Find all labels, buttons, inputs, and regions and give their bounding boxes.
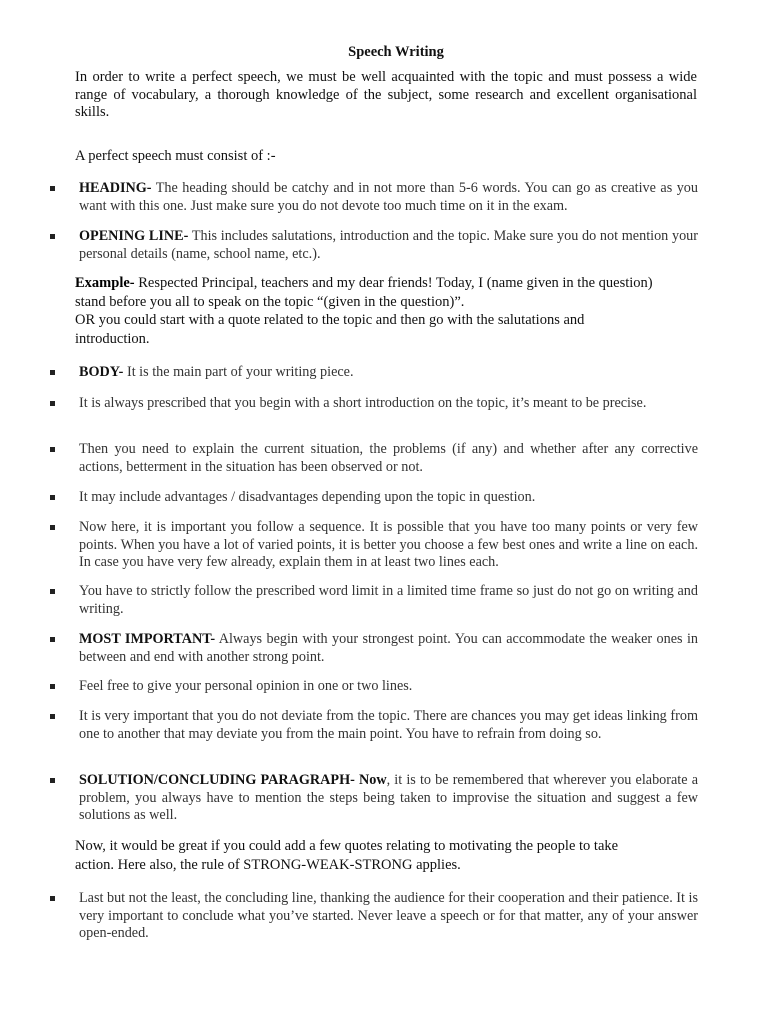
item-text: This includes salutations, introduction and the topic. Make sure you do not mention your personal details (name, school name, etc.). <box>79 228 698 262</box>
example-line-4: introduction. <box>75 330 150 347</box>
example-line-3: OR you could start with a quote related to the topic and then go with the salutations and <box>75 312 585 328</box>
bullet-marker <box>50 447 55 452</box>
example-block <box>75 274 715 348</box>
example-line-2: stand before you all to speak on the topic “(given in the question)”. <box>75 293 465 310</box>
consist-line: A perfect speech must consist of :- <box>75 148 276 164</box>
item-text: Feel free to give your personal opinion in one or two lines. <box>79 678 413 694</box>
bullet-marker <box>50 589 55 594</box>
item-text: It may include advantages / disadvantages depending upon the topic in question. <box>79 489 536 505</box>
bullet-marker <box>50 495 55 500</box>
bullet-marker <box>50 637 55 642</box>
bullet-marker <box>50 234 55 239</box>
bullet-marker <box>50 525 55 530</box>
page-title: Speech Writing <box>348 44 444 60</box>
item-label: SOLUTION/CONCLUDING PARAGRAPH- Now <box>79 772 387 788</box>
item-text: You have to strictly follow the prescribed word limit in a limited time frame so just do not go on writing and writing. <box>79 583 698 617</box>
item-text: Then you need to explain the current situation, the problems (if any) and whether after any corrective actions, betterment in the situation has been observed or not. <box>79 441 698 475</box>
item-text: Now here, it is important you follow a sequence. It is possible that you have too many points or very few points. When you have a lot of varied points, it is better you choose a few best ones and write a line on each. In case you have very few already, explain them in at least two lines each. <box>79 519 698 571</box>
item-label: OPENING LINE- <box>79 228 189 244</box>
bullet-marker <box>50 684 55 689</box>
bullet-marker <box>50 778 55 783</box>
bullet-marker <box>50 370 55 375</box>
item-text: Always begin with your strongest point. You can accommodate the weaker ones in between and end with another strong point. <box>79 631 698 665</box>
quotes-note-line-2: action. Here also, the rule of STRONG-WEAK-STRONG applies. <box>75 856 461 873</box>
example-label: Example- <box>75 275 135 291</box>
example-line-1: Respected Principal, teachers and my dear friends! Today, I (name given in the question) <box>134 275 653 291</box>
bullet-marker <box>50 896 55 901</box>
item-text: Last but not the least, the concluding line, thanking the audience for their cooperation and their patience. It is very important to conclude what you’ve started. Never leave a speech or for that matter, any of your answer open-ended. <box>79 890 698 942</box>
quotes-note <box>75 837 715 874</box>
item-label: BODY- <box>79 364 124 380</box>
item-text: It is the main part of your writing piece. <box>123 364 354 380</box>
quotes-note-line-1: Now, it would be great if you could add a few quotes relating to motivating the people to take <box>75 838 619 854</box>
item-text: It is very important that you do not deviate from the topic. There are chances you may get ideas linking from one to another that may deviate you from the main point. You have to refrain from doing so. <box>79 708 698 742</box>
item-label: MOST IMPORTANT- <box>79 631 216 647</box>
intro-paragraph: In order to write a perfect speech, we must be well acquainted with the topic and must possess a wide range of vocabulary, a thorough knowledge of the subject, some research and excellent organisational skills. <box>75 69 697 120</box>
bullet-marker <box>50 401 55 406</box>
bullet-marker <box>50 186 55 191</box>
item-label: HEADING- <box>79 180 152 196</box>
item-text: The heading should be catchy and in not more than 5-6 words. You can go as creative as you want with this one. Just make sure you do not devote too much time on it in the exam. <box>79 180 698 214</box>
item-text: , it is to be remembered that wherever you elaborate a problem, you always have to mention the steps being taken to improvise the situation and suggest a few solutions as well. <box>79 772 698 824</box>
item-text: It is always prescribed that you begin with a short introduction on the topic, it’s meant to be precise. <box>79 395 647 411</box>
bullet-marker <box>50 714 55 719</box>
